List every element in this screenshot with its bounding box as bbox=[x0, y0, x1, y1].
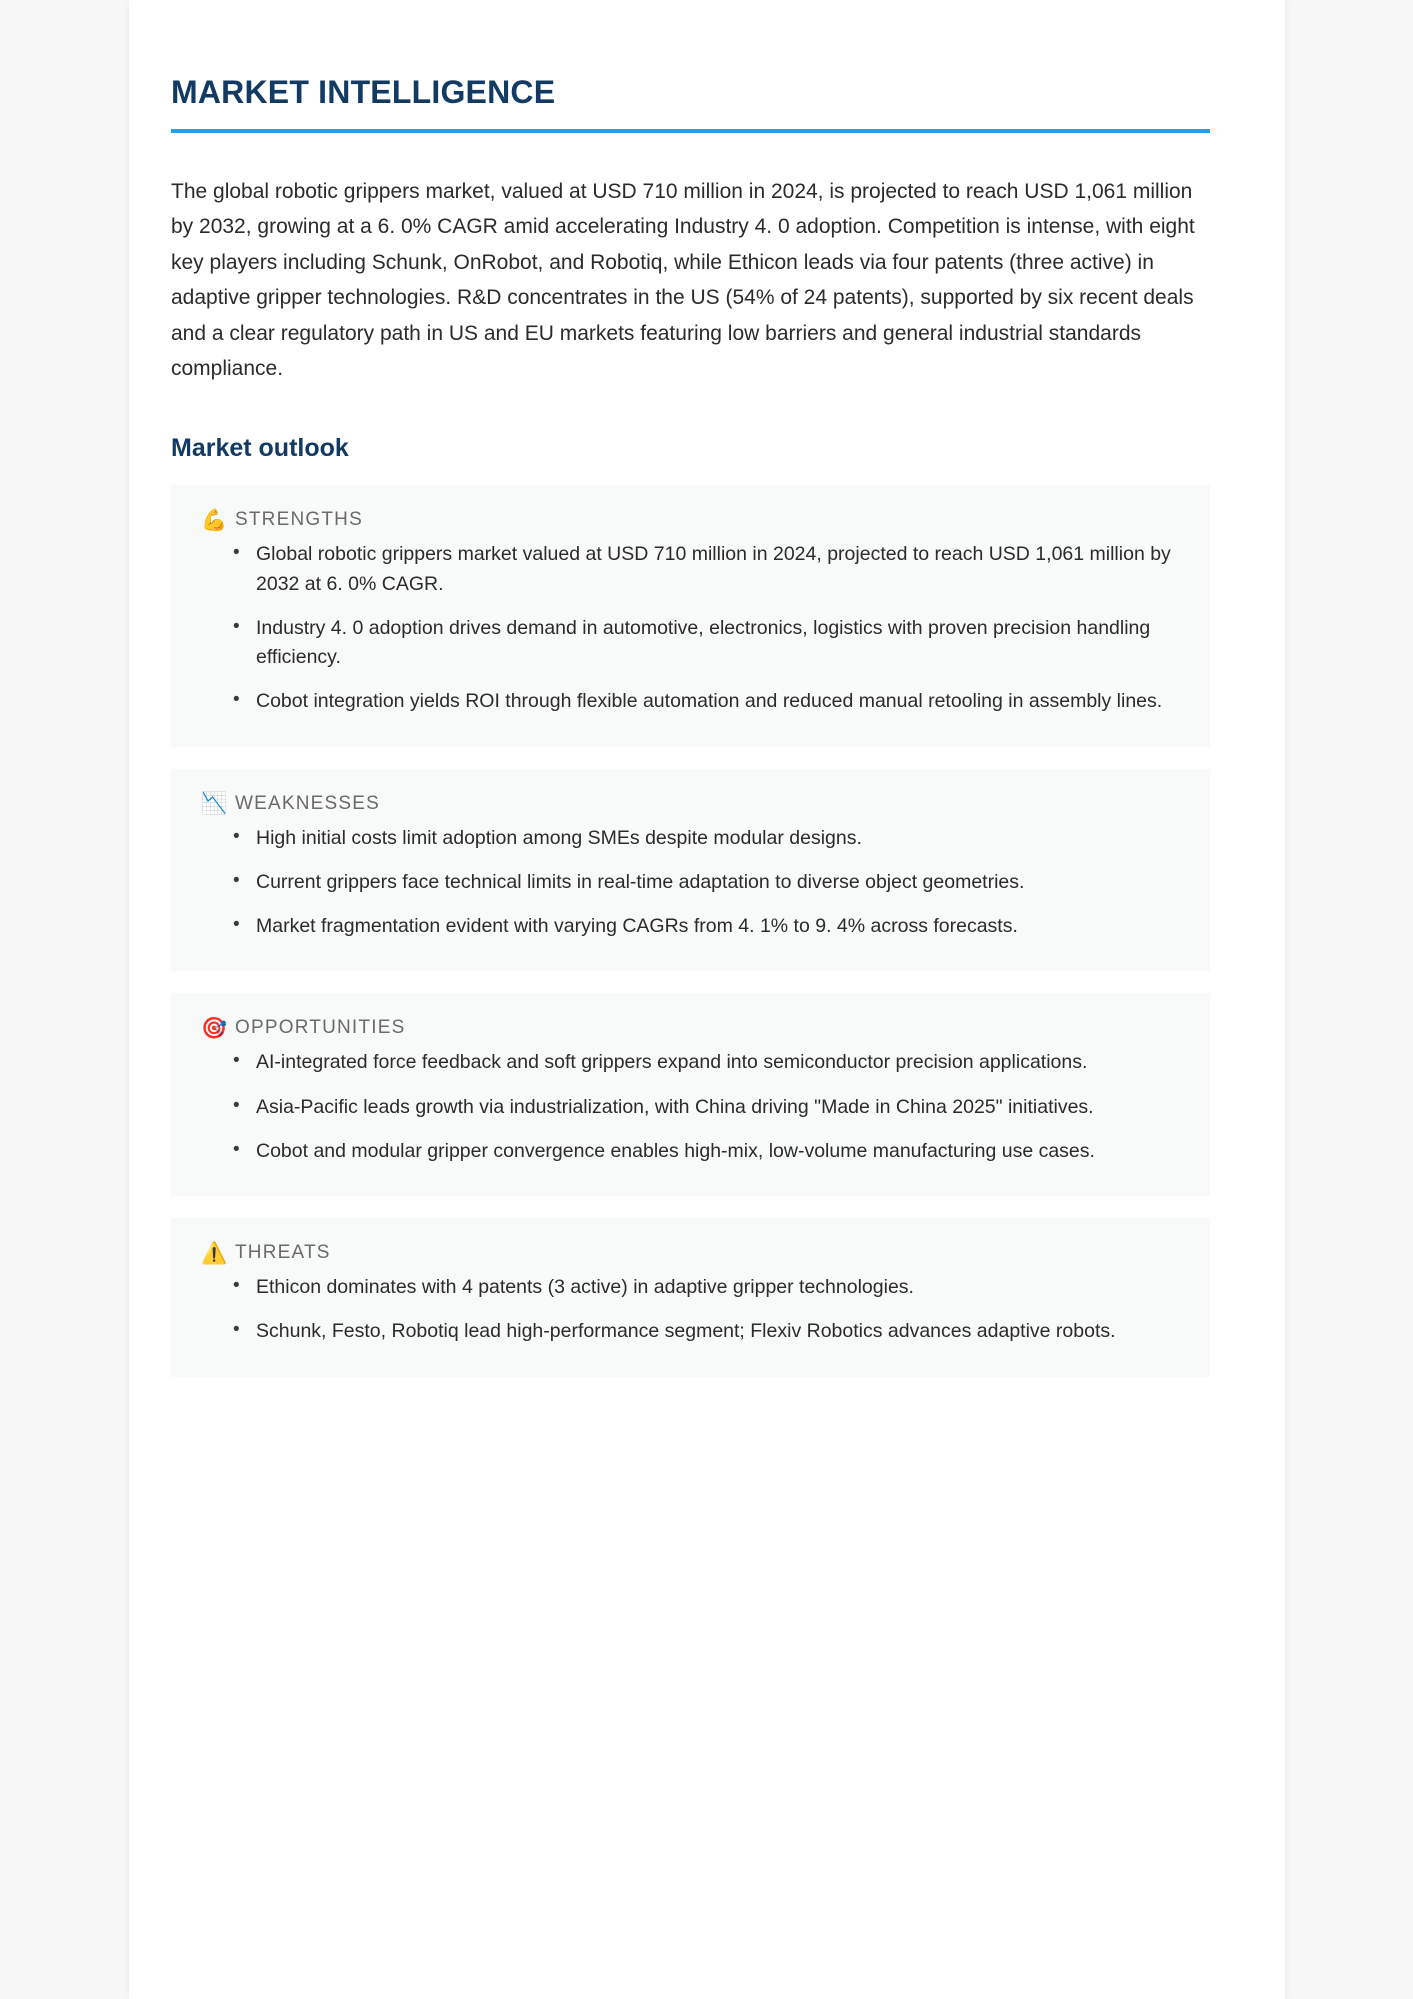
swot-bullet-item: • Global robotic grippers market valued at USD 710 million in 2024, projected to reach USD 1,061 million by 2032 at 6. 0% CAGR. bbox=[231, 540, 1180, 599]
document-page bbox=[129, 0, 1285, 1999]
swot-bullet-item: • Schunk, Festo, Robotiq lead high-performance segment; Flexiv Robotics advances adaptive robots. bbox=[231, 1317, 1180, 1346]
swot-card-label: OPPORTUNITIES bbox=[235, 1017, 406, 1039]
swot-bullet-item: • High initial costs limit adoption among SMEs despite modular designs. bbox=[231, 824, 1180, 853]
swot-card-header bbox=[201, 509, 1180, 540]
swot-card bbox=[171, 993, 1210, 1196]
swot-bullet-list bbox=[201, 1048, 1180, 1166]
swot-bullet-item: • Asia-Pacific leads growth via industrialization, with China driving "Made in China 2025" initiatives. bbox=[231, 1093, 1180, 1122]
swot-card-label: STRENGTHS bbox=[235, 509, 363, 531]
swot-bullet-list bbox=[201, 1273, 1180, 1347]
swot-card-list bbox=[171, 485, 1210, 1376]
swot-bullet-list bbox=[201, 540, 1180, 716]
document-content bbox=[129, 0, 1285, 1377]
swot-card-header bbox=[201, 1017, 1180, 1048]
swot-card-label: WEAKNESSES bbox=[235, 792, 381, 814]
chart-decreasing-emoji: 📉 bbox=[201, 792, 228, 816]
warning-triangle-emoji: ⚠️ bbox=[201, 1241, 228, 1265]
title-block bbox=[171, 0, 1210, 133]
swot-bullet-list bbox=[201, 824, 1180, 942]
page-title: MARKET INTELLIGENCE bbox=[171, 74, 556, 110]
swot-bullet-item: • Market fragmentation evident with varying CAGRs from 4. 1% to 9. 4% across forecasts. bbox=[231, 912, 1180, 941]
swot-bullet-item: • Cobot integration yields ROI through flexible automation and reduced manual retooling in assembly lines. bbox=[231, 687, 1180, 716]
swot-card-header bbox=[201, 1242, 1180, 1273]
direct-hit-target-emoji: 🎯 bbox=[201, 1016, 228, 1040]
flexed-biceps-emoji: 💪 bbox=[201, 508, 228, 532]
swot-bullet-item: • Cobot and modular gripper convergence enables high-mix, low-volume manufacturing use cases. bbox=[231, 1137, 1180, 1166]
intro-paragraph: The global robotic grippers market, valued at USD 710 million in 2024, is projected to reach USD 1,061 million by 2032, growing at a 6. 0% CAGR amid accelerating Industry 4. 0 adoption. Competition is intense, with eight key players including Schunk, OnRobot, and Robotiq, while Ethicon leads via four patents (three active) in adaptive gripper technologies. R&D concentrates in the US (54% of 24 patents), supported by six recent deals and a clear regulatory path in US and EU markets featuring low barriers and general industrial standards compliance. bbox=[171, 180, 1195, 381]
swot-card bbox=[171, 769, 1210, 972]
swot-bullet-item: • AI-integrated force feedback and soft grippers expand into semiconductor precision applications. bbox=[231, 1048, 1180, 1077]
swot-bullet-item: • Industry 4. 0 adoption drives demand in automotive, electronics, logistics with proven precision handling efficiency. bbox=[231, 614, 1180, 673]
swot-card bbox=[171, 485, 1210, 746]
swot-card-header bbox=[201, 793, 1180, 824]
section-heading-market-outlook: Market outlook bbox=[171, 433, 349, 462]
swot-card bbox=[171, 1218, 1210, 1377]
swot-card-label: THREATS bbox=[235, 1242, 331, 1264]
swot-bullet-item: • Current grippers face technical limits in real-time adaptation to diverse object geometries. bbox=[231, 868, 1180, 897]
swot-bullet-item: • Ethicon dominates with 4 patents (3 active) in adaptive gripper technologies. bbox=[231, 1273, 1180, 1302]
